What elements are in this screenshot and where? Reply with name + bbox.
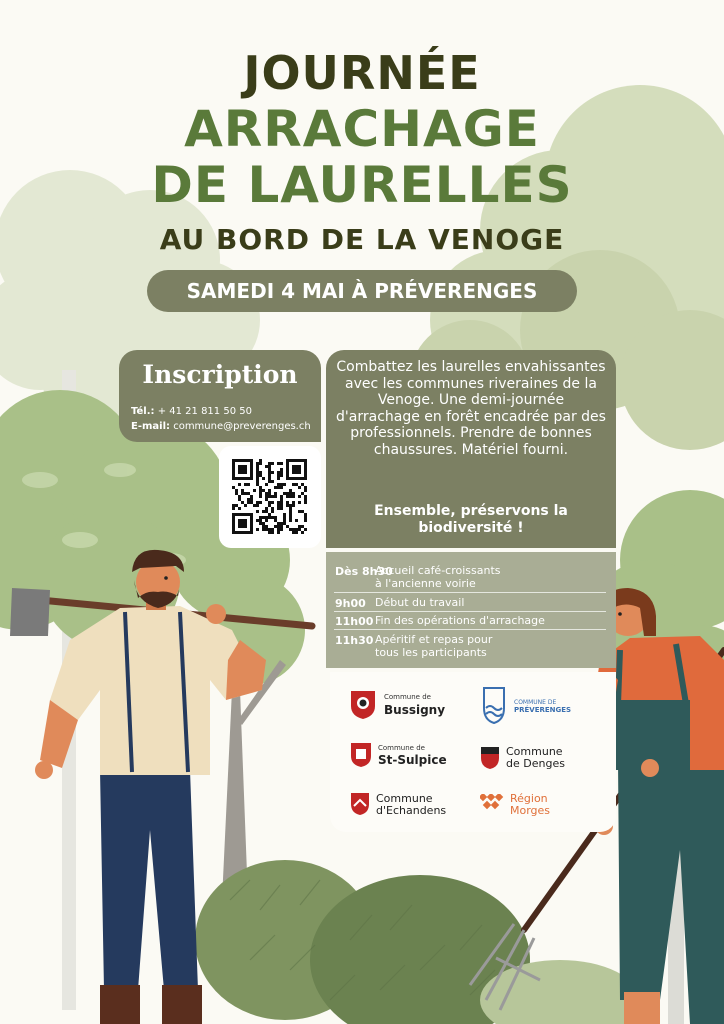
denges-line1: Commune xyxy=(506,745,563,758)
phone-number[interactable]: + 41 21 811 50 50 xyxy=(157,406,252,417)
schedule-divider xyxy=(334,629,606,630)
schedule-time: Dès 8h30 xyxy=(335,565,393,578)
email-address[interactable]: commune@preverenges.ch xyxy=(173,421,311,432)
schedule-activity: Fin des opérations d'arrachage xyxy=(375,614,545,627)
logo-preverenges xyxy=(480,686,610,726)
description-tagline: Ensemble, préservons la biodiversité ! xyxy=(374,503,568,536)
date-banner: SAMEDI 4 MAI À PRÉVERENGES xyxy=(147,270,577,312)
schedule-divider xyxy=(334,611,606,612)
echandens-line2: d'Echandens xyxy=(376,804,447,817)
echandens-line1: Commune xyxy=(376,792,433,805)
bussigny-name: Bussigny xyxy=(384,703,446,717)
schedule-activity xyxy=(375,565,501,590)
inscription-heading: Inscription xyxy=(142,360,298,389)
email-line xyxy=(131,421,311,432)
st-sulpice-small-text: Commune de xyxy=(378,744,425,752)
qr-code-pattern xyxy=(219,446,321,548)
logo-st-sulpice xyxy=(350,742,470,772)
title-arrachage: ARRACHAGE xyxy=(184,100,540,158)
schedule-divider xyxy=(334,592,606,593)
subtitle-venoge: AU BORD DE LA VENOGE xyxy=(159,223,565,256)
description-text: Combattez les laurelles envahissantes avec les communes riveraines de la Venoge. Une demi-journée d'arrachage en forêt encadrée par des professionnels. Prendre de bonnes chaussures. Matériel fourni. xyxy=(336,359,606,458)
inscription-panel xyxy=(119,350,321,442)
preverenges-small-text: COMMUNE DE xyxy=(514,699,557,706)
schedule-activity: Début du travail xyxy=(375,596,465,609)
partner-logos-panel xyxy=(330,672,616,832)
schedule-activity-line2: à l'ancienne voirie xyxy=(375,576,476,590)
preverenges-wave-icon xyxy=(480,686,508,724)
echandens-shield-icon xyxy=(350,792,370,816)
logo-echandens xyxy=(350,790,470,820)
st-sulpice-shield-icon xyxy=(350,742,372,768)
logo-denges xyxy=(480,744,600,774)
schedule-activity-line2: tous les participants xyxy=(375,645,487,659)
description-panel xyxy=(326,350,616,548)
bussigny-small-text: Commune de xyxy=(384,693,431,701)
bussigny-shield-icon xyxy=(350,690,376,720)
schedule-time: 9h00 xyxy=(335,597,366,610)
logo-region-morges xyxy=(480,790,600,820)
phone-label: Tél.: xyxy=(131,406,155,417)
phone-line xyxy=(131,406,252,417)
denges-shield-icon xyxy=(480,746,500,770)
qr-code[interactable] xyxy=(219,446,321,548)
schedule-activity-line1: Accueil café-croissants xyxy=(375,564,501,577)
schedule-panel xyxy=(326,552,616,668)
title-journee: JOURNÉE xyxy=(243,46,481,100)
denges-line2: de Denges xyxy=(506,757,565,770)
title-de-laurelles: DE LAURELLES xyxy=(151,156,573,214)
preverenges-name: PRÉVERENGES xyxy=(514,706,572,714)
schedule-time: 11h30 xyxy=(335,634,374,647)
morges-line1: Région xyxy=(510,792,548,805)
schedule-activity xyxy=(375,634,492,659)
email-label: E-mail: xyxy=(131,421,171,432)
schedule-time: 11h00 xyxy=(335,615,374,628)
morges-pattern-icon xyxy=(480,794,504,814)
st-sulpice-name: St-Sulpice xyxy=(378,753,447,767)
morges-line2: Morges xyxy=(510,804,551,817)
schedule-activity-line1: Apéritif et repas pour xyxy=(375,633,493,646)
logo-bussigny xyxy=(350,690,460,722)
